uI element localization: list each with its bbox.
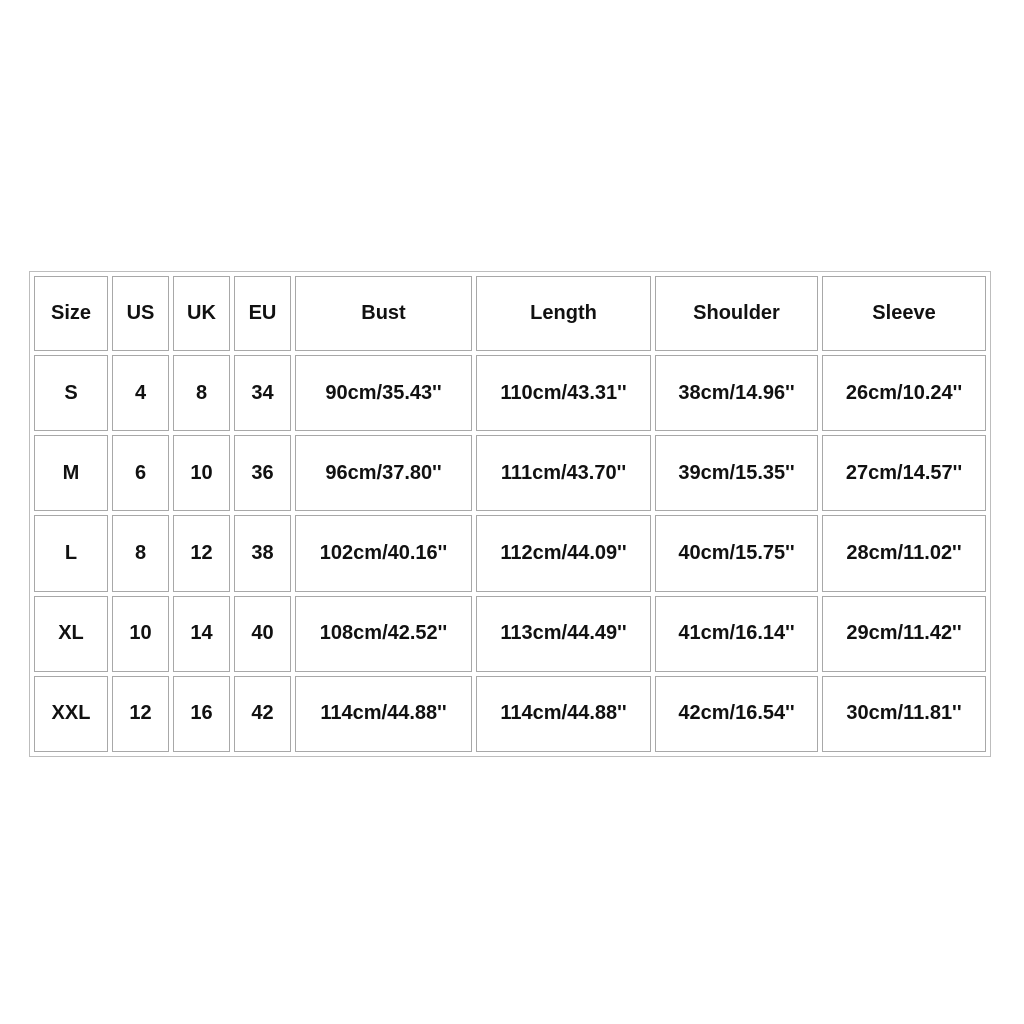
table-row: [34, 355, 986, 431]
cell-bust: 90cm/35.43'': [295, 355, 472, 431]
header-shoulder: Shoulder: [655, 276, 818, 351]
cell-us: 8: [112, 515, 169, 591]
cell-bust: 114cm/44.88'': [295, 676, 472, 752]
cell-uk: 14: [173, 596, 230, 672]
cell-length: 112cm/44.09'': [476, 515, 651, 591]
cell-size: XL: [34, 596, 108, 672]
header-bust: Bust: [295, 276, 472, 351]
header-row: [34, 276, 986, 351]
table-row: [34, 435, 986, 511]
size-chart-table: [29, 271, 991, 757]
header-size: Size: [34, 276, 108, 351]
cell-uk: 16: [173, 676, 230, 752]
cell-sleeve: 27cm/14.57'': [822, 435, 986, 511]
cell-length: 110cm/43.31'': [476, 355, 651, 431]
cell-shoulder: 38cm/14.96'': [655, 355, 818, 431]
cell-shoulder: 41cm/16.14'': [655, 596, 818, 672]
cell-size: L: [34, 515, 108, 591]
header-sleeve: Sleeve: [822, 276, 986, 351]
cell-sleeve: 30cm/11.81'': [822, 676, 986, 752]
cell-length: 111cm/43.70'': [476, 435, 651, 511]
cell-uk: 10: [173, 435, 230, 511]
cell-eu: 40: [234, 596, 291, 672]
cell-bust: 108cm/42.52'': [295, 596, 472, 672]
cell-us: 6: [112, 435, 169, 511]
cell-us: 4: [112, 355, 169, 431]
cell-shoulder: 40cm/15.75'': [655, 515, 818, 591]
header-length: Length: [476, 276, 651, 351]
table-row: [34, 676, 986, 752]
cell-bust: 102cm/40.16'': [295, 515, 472, 591]
cell-eu: 36: [234, 435, 291, 511]
header-uk: UK: [173, 276, 230, 351]
cell-us: 10: [112, 596, 169, 672]
cell-eu: 42: [234, 676, 291, 752]
cell-size: M: [34, 435, 108, 511]
cell-sleeve: 28cm/11.02'': [822, 515, 986, 591]
header-us: US: [112, 276, 169, 351]
table-row: [34, 596, 986, 672]
cell-shoulder: 39cm/15.35'': [655, 435, 818, 511]
cell-us: 12: [112, 676, 169, 752]
cell-shoulder: 42cm/16.54'': [655, 676, 818, 752]
cell-uk: 8: [173, 355, 230, 431]
cell-sleeve: 26cm/10.24'': [822, 355, 986, 431]
cell-bust: 96cm/37.80'': [295, 435, 472, 511]
table-row: [34, 515, 986, 591]
cell-sleeve: 29cm/11.42'': [822, 596, 986, 672]
cell-size: S: [34, 355, 108, 431]
cell-eu: 34: [234, 355, 291, 431]
header-eu: EU: [234, 276, 291, 351]
cell-uk: 12: [173, 515, 230, 591]
cell-length: 113cm/44.49'': [476, 596, 651, 672]
cell-length: 114cm/44.88'': [476, 676, 651, 752]
cell-eu: 38: [234, 515, 291, 591]
cell-size: XXL: [34, 676, 108, 752]
